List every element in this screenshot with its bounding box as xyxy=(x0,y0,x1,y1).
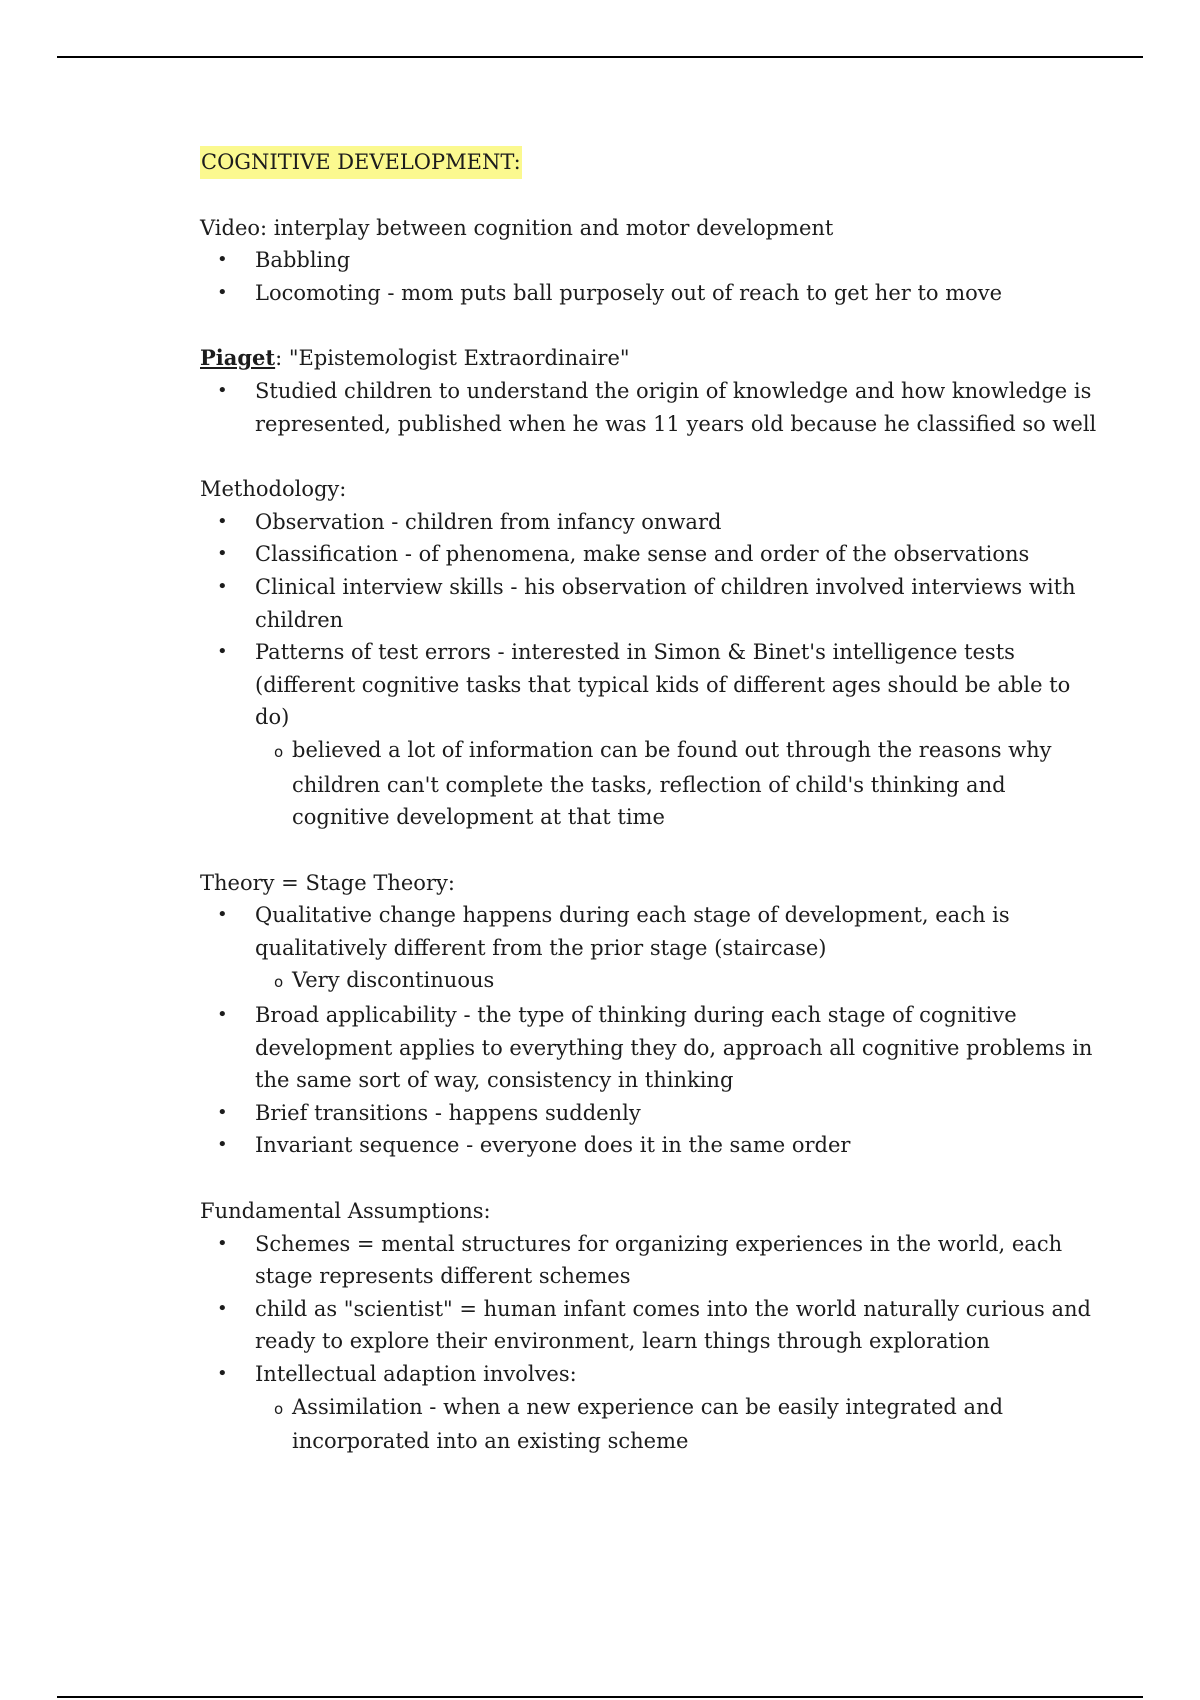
list-item: • Schemes = mental structures for organizing experiences in the world, each stage represents different schemes xyxy=(200,1228,1100,1293)
assumptions-list xyxy=(200,1228,1100,1458)
piaget-section xyxy=(200,342,1100,440)
bullet-icon: • xyxy=(217,641,228,663)
bullet-icon: • xyxy=(217,904,228,926)
document-body xyxy=(200,146,1100,1458)
bullet-icon: • xyxy=(217,543,228,565)
bullet-icon: • xyxy=(217,1004,228,1026)
methodology-sublist xyxy=(255,734,1100,834)
list-item: • child as "scientist" = human infant comes into the world naturally curious and ready to explore their environment, learn things through exploration xyxy=(200,1293,1100,1358)
header-rule xyxy=(57,56,1143,58)
sub-list-item: o Very discontinuous xyxy=(255,964,1100,999)
bullet-icon: • xyxy=(217,1363,228,1384)
video-section xyxy=(200,212,1100,310)
sub-bullet-icon: o xyxy=(274,742,284,761)
bullet-icon: • xyxy=(217,249,228,271)
sub-list-item: o Assimilation - when a new experience can be easily integrated and incorporated into an existing scheme xyxy=(274,1394,1004,1454)
methodology-heading: Methodology: xyxy=(200,477,347,502)
assumptions-sublist xyxy=(255,1391,1100,1458)
theory-sublist xyxy=(255,964,1100,999)
list-item: • Invariant sequence - everyone does it in the same order xyxy=(200,1129,1100,1162)
piaget-name: Piaget xyxy=(200,345,276,371)
bullet-icon: • xyxy=(217,575,228,597)
theory-list xyxy=(200,899,1100,1162)
list-item: • Observation - children from infancy onward xyxy=(200,506,1100,539)
theory-section xyxy=(200,867,1100,1162)
methodology-list xyxy=(200,506,1100,834)
assumptions-heading: Fundamental Assumptions: xyxy=(200,1199,491,1224)
piaget-list xyxy=(200,375,1100,440)
piaget-heading xyxy=(200,342,1100,375)
theory-heading: Theory = Stage Theory: xyxy=(200,870,455,895)
list-item: • Brief transitions - happens suddenly xyxy=(200,1097,1100,1130)
bullet-icon: • xyxy=(217,1134,228,1156)
video-heading: Video: interplay between cognition and motor development xyxy=(200,215,834,240)
list-item: • Broad applicability - the type of thinking during each stage of cognitive development applies to everything they do, approach all cognitive problems in the same sort of way, consistency in thinking xyxy=(200,999,1100,1097)
list-item: • Intellectual adaption involves: o Assimilation - when a new experience can be easily integrated and incorporated into an existing scheme xyxy=(200,1358,1100,1458)
list-item: • Classification - of phenomena, make sense and order of the observations xyxy=(200,538,1100,571)
document-title: COGNITIVE DEVELOPMENT: xyxy=(200,146,522,179)
video-list xyxy=(200,244,1100,309)
list-item: • Qualitative change happens during each stage of development, each is qualitatively different from the prior stage (staircase) o Very discontinuous xyxy=(200,899,1100,999)
list-item: • Studied children to understand the origin of knowledge and how knowledge is represented, published when he was 11 years old because he classified so well xyxy=(200,375,1100,440)
list-item: • Locomoting - mom puts ball purposely out of reach to get her to move xyxy=(200,277,1100,310)
bullet-icon: • xyxy=(217,1232,228,1254)
assumptions-section xyxy=(200,1195,1100,1458)
methodology-section xyxy=(200,473,1100,834)
bullet-icon: • xyxy=(217,281,228,303)
bullet-icon: • xyxy=(217,1297,228,1319)
sub-bullet-icon: o xyxy=(274,973,284,992)
footer-rule xyxy=(57,1696,1143,1698)
sub-list-item: o believed a lot of information can be found out through the reasons why children can't complete the tasks, reflection of child's thinking and cognitive development at that time xyxy=(274,737,1052,830)
bullet-icon: • xyxy=(217,1101,228,1123)
piaget-epithet: : "Epistemologist Extraordinaire" xyxy=(275,346,630,371)
sub-bullet-icon: o xyxy=(274,1399,284,1418)
list-item: • Clinical interview skills - his observation of children involved interviews with children xyxy=(200,571,1100,636)
list-item: • Babbling xyxy=(200,244,1100,277)
list-item: • Patterns of test errors - interested in Simon & Binet's intelligence tests (different cognitive tasks that typical kids of different ages should be able to do) o believed a lot of information can be found out through the reasons why children can't complete the tasks, reflection of child's thinking and cognitive development at that time xyxy=(200,636,1100,834)
bullet-icon: • xyxy=(217,379,228,401)
bullet-icon: • xyxy=(217,510,228,532)
